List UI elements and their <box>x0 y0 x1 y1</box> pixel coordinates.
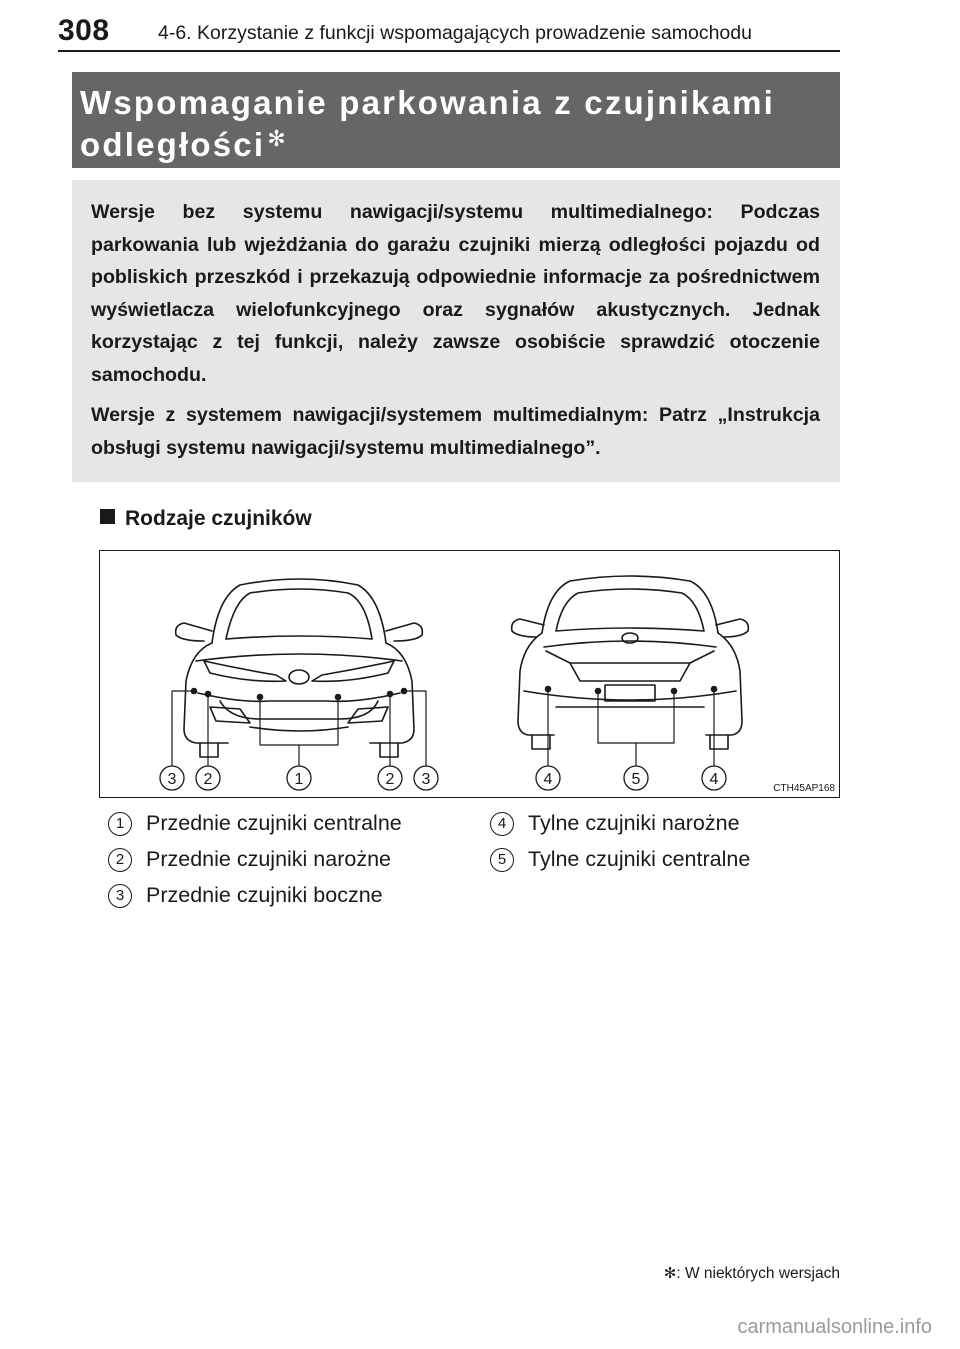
page-number: 308 <box>58 14 110 47</box>
asterisk-icon: ✻ <box>267 126 288 151</box>
callout-4-left: 4 <box>543 771 553 788</box>
section-heading-text: Rodzaje czujników <box>125 507 312 530</box>
front-car-drawing <box>176 579 423 757</box>
callout-4-right: 4 <box>709 771 719 788</box>
page-title-line1: Wspomaganie parkowania z czujnikami <box>80 84 775 121</box>
callout-3-left: 3 <box>167 771 177 788</box>
footnote <box>664 1264 840 1283</box>
rear-car-drawing <box>512 576 749 749</box>
legend-label: Tylne czujniki narożne <box>528 811 740 835</box>
callout-2-right: 2 <box>385 771 395 788</box>
title-box <box>72 72 840 168</box>
legend-number: 5 <box>490 848 514 872</box>
legend-number: 2 <box>108 848 132 872</box>
legend-number: 4 <box>490 812 514 836</box>
legend-item-2 <box>108 847 391 872</box>
running-header: 4-6. Korzystanie z funkcji wspomagających prowadzenie samochodu <box>158 22 752 44</box>
sensor-figure <box>99 550 840 798</box>
car-illustration <box>100 551 841 799</box>
watermark: carmanualsonline.info <box>737 1316 932 1338</box>
page-title-line2: odległości <box>80 126 266 163</box>
callout-3-right: 3 <box>421 771 431 788</box>
legend-label: Przednie czujniki boczne <box>146 883 383 907</box>
callout-2-left: 2 <box>203 771 213 788</box>
page-title <box>80 82 840 166</box>
section-heading <box>100 507 312 531</box>
figure-code: CTH45AP168 <box>773 783 835 794</box>
legend-label: Tylne czujniki centralne <box>528 847 751 871</box>
intro-box <box>72 180 840 482</box>
intro-paragraph-2: Wersje z systemem nawigacji/systemem multimedialnym: Patrz „Instrukcja obsługi systemu nawigacji/systemu multimedialnego”. <box>91 404 820 459</box>
header-rule <box>58 50 840 52</box>
legend-label: Przednie czujniki narożne <box>146 847 391 871</box>
legend-item-4 <box>490 811 740 836</box>
square-bullet-icon <box>100 509 115 524</box>
callout-5: 5 <box>631 771 641 788</box>
intro-paragraph-1: Wersje bez systemu nawigacji/systemu multimedialnego: Podczas parkowania lub wjeżdżania do garażu czujniki mierzą odległości pojazdu od pobliskich przeszkód i przekazują odpowiednie informacje za pośrednictwem wyświetlacza wielofunkcyjnego oraz sygnałów akustycznych. Jednak korzystając z tej funkcji, należy zawsze osobiście sprawdzić otoczenie samochodu. <box>91 201 820 386</box>
legend-number: 3 <box>108 884 132 908</box>
callout-1: 1 <box>294 771 304 788</box>
front-leader-lines <box>172 691 426 765</box>
legend-item-1 <box>108 811 402 836</box>
legend-number: 1 <box>108 812 132 836</box>
legend-item-5 <box>490 847 750 872</box>
footnote-text: : W niektórych wersjach <box>676 1265 840 1282</box>
legend-label: Przednie czujniki centralne <box>146 811 402 835</box>
legend-item-3 <box>108 883 383 908</box>
asterisk-icon: ✻ <box>663 1265 677 1282</box>
